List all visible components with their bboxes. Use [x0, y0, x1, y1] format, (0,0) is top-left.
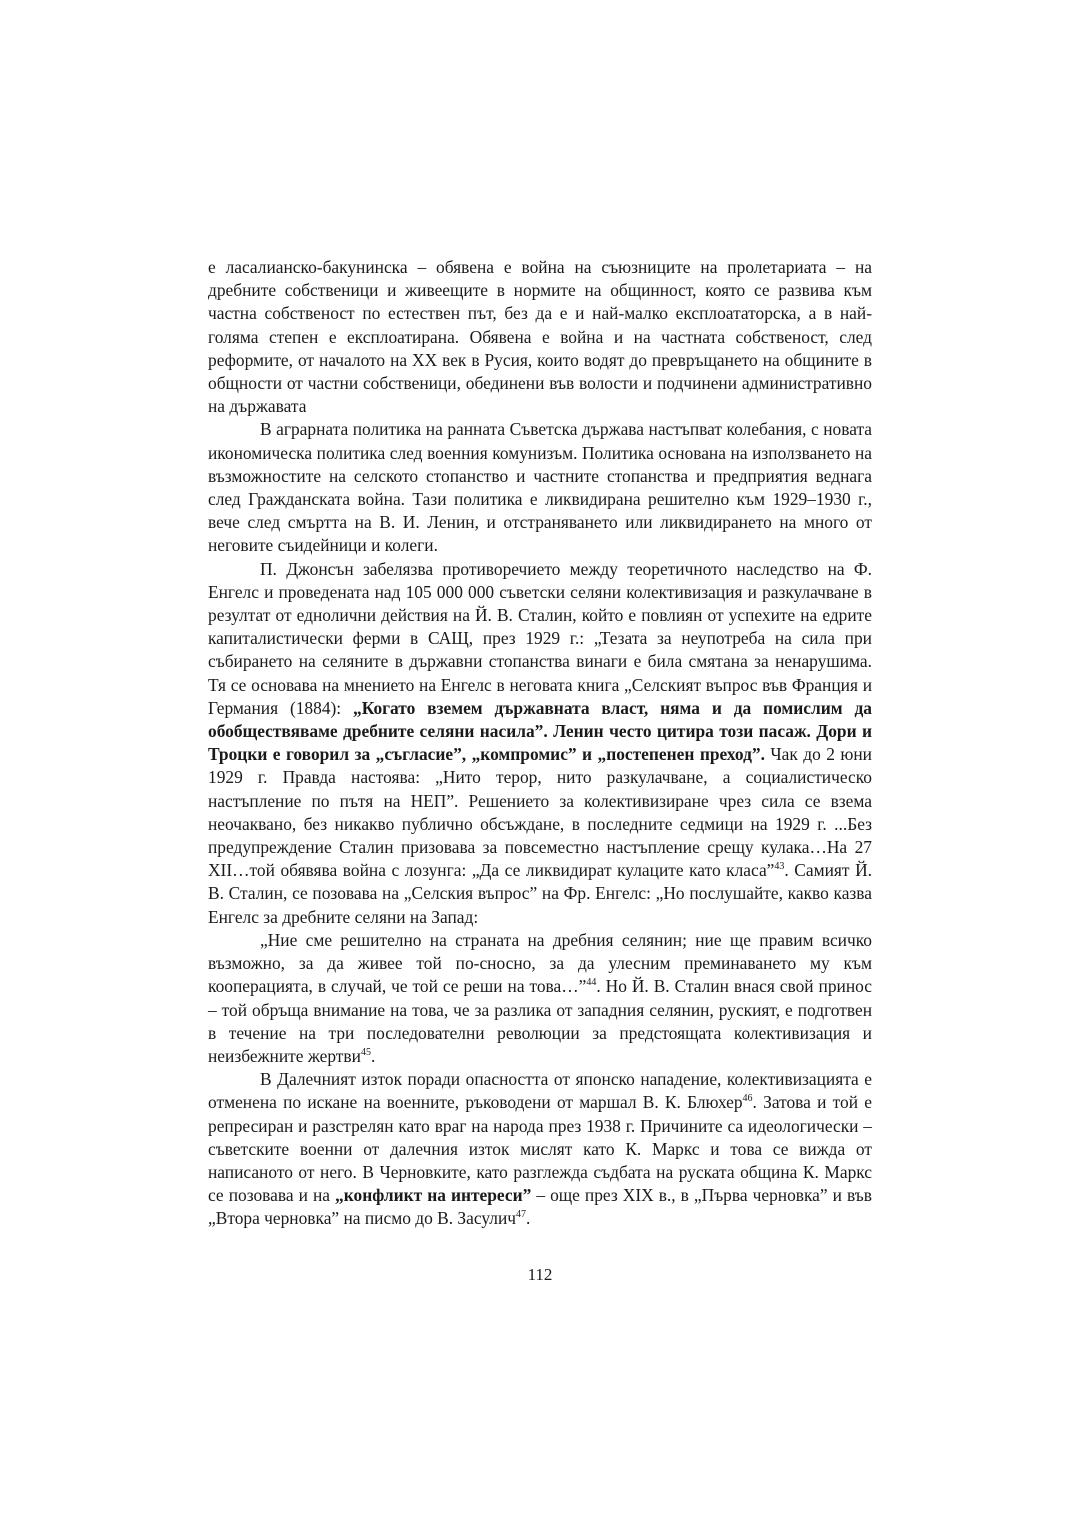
text-run: – още през XIX в., в „Първа черновка” и във „Втора черновка” на писмо до В. Засулич [208, 1185, 872, 1229]
bold-text: „конфликт на интереси” [335, 1185, 532, 1206]
footnote-ref: 47 [516, 1209, 527, 1221]
paragraph [208, 256, 872, 418]
page-number: 112 [527, 1265, 553, 1284]
bold-text: „Когато вземем държавната власт, няма и да помислим да обобществяваме дребните селяни насила”. Ленин често цитира този пасаж. Дори и Троцки е говорил за „съгласие”, „компромис” и „постепенен преход”. [208, 697, 872, 765]
text-run: . [370, 1045, 376, 1066]
paragraph [208, 558, 872, 929]
paragraph [208, 418, 872, 557]
text-run: . Затова и той е репресиран и разстрелян като враг на народа през 1938 г. Причините са идеологически – съветските военни от далечния изток мислят като К. Маркс и това се вижда от написаното от него. В Черновките, като разглежда съдбата на руската община К. Маркс се позовава и на [208, 1092, 872, 1206]
paragraph [208, 1068, 872, 1230]
text-run: В аграрната политика на ранната Съветска държава настъпват колебания, с новата икономическа политика след военния комунизъм. Политика основана на използването на възможностите на селското стопанство и частните стопанства и предприятия веднага след Гражданската война. Тази политика е ликвидирана решително към 1929–1930 г., вече след смъртта на В. И. Ленин, и отстраняването или ликвидирането на много от неговите съидейници и колеги. [208, 419, 872, 556]
text-run: . Самият Й. В. Сталин, се позовава на „Селския въпрос” на Фр. Енгелс: „Но послушайте, какво казва Енгелс за дребните селяни на Запад: [208, 860, 872, 927]
footnote-ref: 43 [774, 861, 785, 873]
text-run: В Далечният изток поради опасността от японско нападение, колективизацията е отменена по искане на военните, ръководени от маршал В. К. Блюхер [208, 1069, 872, 1113]
text-run: . [526, 1208, 531, 1229]
text-run: П. Джонсън забелязва противоречието между теоретичното наследство на Ф. Енгелс и проведената над 105 000 000 съветски селяни колективизация и разкулачване в резултат от еднолични действия на Й. В. Сталин, който е повлиян от успехите на едрите капиталистически ферми в САЩ, през 1929 г.: „Тезата за неупотреба на сила при събирането на селяните в държавни стопанства винаги е била смятана за ненарушима. Тя се основава на мнението на Енгелс в неговата книга „Селският въпрос във Франция и Германия (1884): [208, 558, 872, 718]
body-text [208, 256, 872, 1231]
footnote-ref: 45 [360, 1047, 371, 1059]
paragraph [208, 929, 872, 1068]
text-run: . Но Й. В. Сталин внася свой принос – той обръща внимание на това, че за разлика от западния селянин, руският, е подготвен в течение на три последователни революции за предстоящата колективизация и неизбежните жертви [208, 976, 872, 1066]
text-run: „Ние сме решително на страната на дребния селянин; ние ще правим всичко възможно, за да живее той по-сносно, за да улесним преминаването му към кооперацията, в случай, че той се реши на това…” [208, 929, 872, 997]
footnote-ref: 44 [586, 977, 597, 989]
footnote-ref: 46 [742, 1093, 753, 1105]
text-run: е ласалианско-бакунинска – обявена е война на съюзниците на пролетариата – на дребните собственици и живеещите в нормите на общинност, която се развива към частна собственост по естествен път, без да е и най-малко експлоататорска, а в най-голяма степен е експлоатирана. Обявена е война и на частната собственост, след реформите, от началото на XX век в Русия, които водят до превръщането на общините в общности от частни собственици, обединени във волости и подчинени административно на държавата [208, 257, 872, 417]
text-run: Чак до 2 юни 1929 г. Правда настоява: „Нито терор, нито разкулачване, а социалистическо настъпление по пътя на НЕП”. Решението за колективизиране чрез сила се взема неочаквано, без никакво публично обсъждане, в последните седмици на 1929 г. ...Без предупреждение Сталин призовава за повсеместно настъпление срещу кулака…На 27 XII…той обявява война с лозунга: „Да се ликвидират кулаците като класа” [208, 744, 872, 881]
